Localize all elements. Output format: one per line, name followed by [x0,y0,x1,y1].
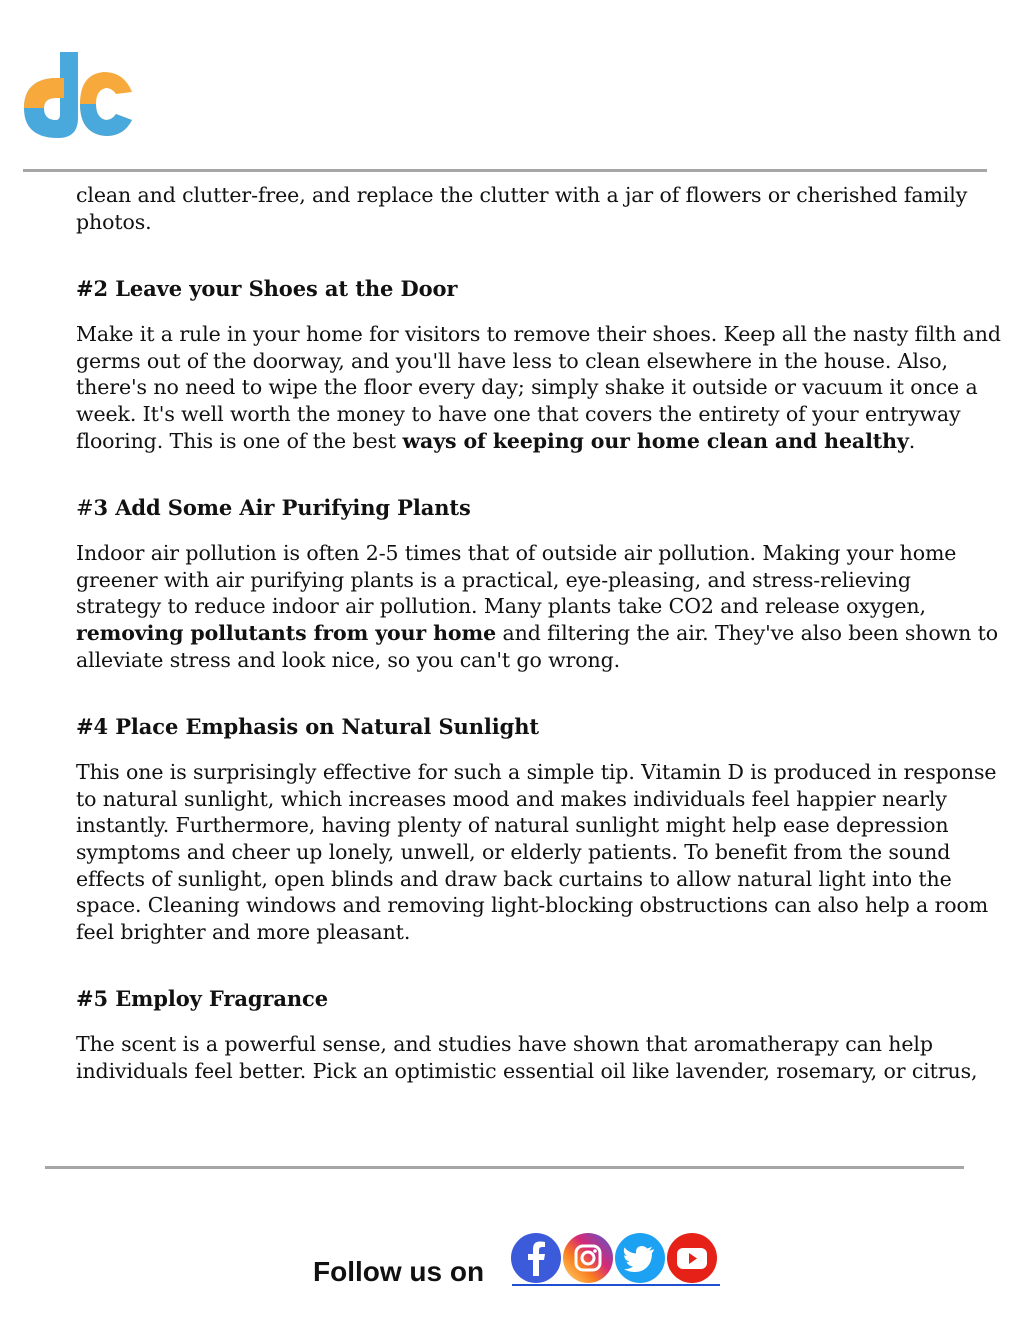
youtube-icon[interactable] [666,1232,718,1284]
instagram-icon[interactable] [562,1232,614,1284]
section-heading-4: #4 Place Emphasis on Natural Sunlight [76,714,539,740]
bold-link-text: removing pollutants from your home [76,620,497,645]
social-links-underline [512,1284,720,1286]
section-heading-5: #5 Employ Fragrance [76,986,329,1012]
social-links[interactable] [510,1232,720,1288]
dc-logo-icon [20,48,136,140]
bold-link-text: ways of keeping our home clean and healthy [402,428,909,453]
twitter-icon[interactable] [614,1232,666,1284]
section-paragraph-2: Make it a rule in your home for visitors to remove their shoes. Keep all the nasty filth and germs out of the doorway, and you'll have less to clean elsewhere in the house. Also, there's no need to wipe the floor every day; simply shake it outside or vacuum it once a week. It's well worth the money to have one that covers the entirety of your entryway flooring. This is one of the best ways of keeping our home clean and healthy. [76,322,1001,453]
section-paragraph-5: The scent is a powerful sense, and studies have shown that aromatherapy can help individuals feel better. Pick an optimistic essential oil like lavender, rosemary, or citrus, [76,1032,978,1083]
section-heading-3: #3 Add Some Air Purifying Plants [76,495,471,521]
footer-divider [45,1166,964,1169]
header-divider [23,169,987,172]
section-heading-2: #2 Leave your Shoes at the Door [76,276,458,302]
section-paragraph-3: Indoor air pollution is often 2-5 times that of outside air pollution. Making your home greener with air purifying plants is a practical, eye-pleasing, and stress-relieving strategy to reduce indoor air pollution. Many plants take CO2 and release oxygen, removing pollutants from your home and filtering the air. They've also been shown to alleviate stress and look nice, so you can't go wrong. [76,541,998,672]
document-body [76,182,1001,1084]
section-paragraph-4: This one is surprisingly effective for such a simple tip. Vitamin D is produced in response to natural sunlight, which increases mood and makes individuals feel happier nearly instantly. Furthermore, having plenty of natural sunlight might help ease depression symptoms and cheer up lonely, unwell, or elderly patients. To benefit from the sound effects of sunlight, open blinds and draw back curtains to allow natural light into the space. Cleaning windows and removing light-blocking obstructions can also help a room feel brighter and more pleasant. [76,760,997,944]
intro-paragraph: clean and clutter-free, and replace the clutter with a jar of flowers or cherished family photos. [76,183,968,234]
facebook-icon[interactable] [510,1232,562,1284]
follow-us-label: Follow us on [313,1256,485,1287]
